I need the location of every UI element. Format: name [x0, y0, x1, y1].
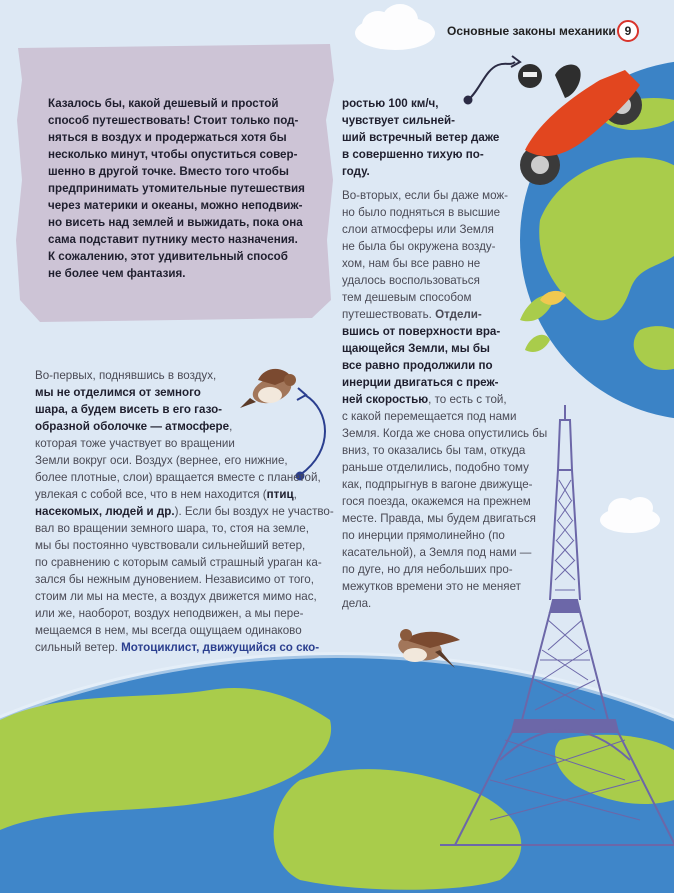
text-line: по инерции прямолинейно (по [342, 529, 505, 542]
text-line: касательной), а Земля под нами — [342, 546, 532, 559]
text-line: тем дешевым способом [342, 291, 472, 304]
bold-span: Отдели- [435, 308, 482, 321]
bold-span: птиц [266, 488, 294, 501]
text-line: дела. [342, 597, 372, 610]
text-line [342, 306, 482, 323]
text-line: способ путешествовать! Стоит только под- [48, 114, 299, 127]
text-line: раньше отделились, подобно тому [342, 461, 529, 474]
bold-span: насекомых, людей и др. [35, 505, 175, 518]
text-line [35, 503, 334, 520]
text-line: которая тоже участвует во вращении [35, 437, 235, 450]
text-span: ). Если бы воздух не участво- [174, 505, 334, 518]
text-line: мы бы постоянно чувствовали сильнейший ветер, [35, 539, 306, 552]
page-number-badge: 9 [617, 20, 639, 42]
text-line: К сожалению, этот удивительный способ [48, 250, 288, 263]
text-line: вшись от поверхности вра- [342, 325, 501, 338]
text-line: не была бы окружена возду- [342, 240, 496, 253]
text-line: вниз, то оказались бы там, откуда [342, 444, 526, 457]
text-span: увлекая с собой все, что в нем находится ( [35, 488, 267, 501]
text-line: ростью 100 км/ч, [342, 97, 439, 110]
text-line: Во-первых, поднявшись в воздух, [35, 369, 217, 382]
text-span: , [293, 488, 297, 501]
text-line: или же, наоборот, воздух неподвижен, а мы пере- [35, 607, 304, 620]
text-line: Земля. Когда же снова опустились бы [342, 427, 548, 440]
text-span: сильный ветер. [35, 641, 118, 654]
text-line: удалось воспользоваться [342, 274, 480, 287]
text-line: месте. Правда, мы будем двигаться [342, 512, 536, 525]
text-line: хом, нам бы все равно не [342, 257, 481, 270]
text-line [35, 418, 232, 435]
text-line: но висеть над землей и выжидать, пока она [48, 216, 303, 229]
wind-arrow [465, 56, 521, 104]
section-title: Основные законы механики [447, 24, 616, 38]
text-line: стоим ли мы на месте, а воздух движется мимо нас, [35, 590, 317, 603]
cloud-right [600, 497, 660, 533]
text-line: по сравнению с которым самый страшный ураган ка- [35, 556, 322, 569]
text-line: как, подпрыгнув в вагоне движуще- [342, 478, 533, 491]
text-line: более плотные, слои) вращается вместе с планетой, [35, 471, 321, 484]
text-line: Казалось бы, какой дешевый и простой [48, 97, 279, 110]
text-line: вал во вращении земного шара, то, стоя на земле, [35, 522, 309, 535]
text-line: ший встречный ветер даже [342, 131, 500, 144]
text-line: через материки и океаны, можно неподвиж- [48, 199, 303, 212]
text-line: инерции двигаться с преж- [342, 376, 499, 389]
bold-span: ней скоростью [342, 393, 429, 406]
text-line: чувствует сильней- [342, 114, 455, 127]
text-line: по дуге, но для небольших про- [342, 563, 513, 576]
text-line: Во-вторых, если бы даже мож- [342, 189, 509, 202]
text-line: несколько минут, чтобы опуститься совер- [48, 148, 298, 161]
text-line: шенно в другой точке. Вместо того чтобы [48, 165, 289, 178]
highlight-span: Мотоциклист, движущийся со ско- [121, 641, 320, 654]
text-line: все равно продолжили по [342, 359, 493, 372]
text-line: слои атмосферы или Земля [342, 223, 494, 236]
text-line: шара, а будем висеть в его газо- [35, 403, 223, 416]
sparrow-bird-top [240, 369, 296, 408]
cloud-top [355, 4, 435, 50]
text-line: сама подставит путнику место назначения. [48, 233, 298, 246]
text-line [35, 639, 319, 656]
text-line: но было подняться в высшие [342, 206, 501, 219]
bold-span: образной оболочке — атмосфере [35, 420, 230, 433]
text-line: с какой перемещается под нами [342, 410, 517, 423]
text-line: Земли вокруг оси. Воздух (вернее, его нижние, [35, 454, 288, 467]
text-line: году. [342, 165, 370, 178]
text-span: путешествовать. [342, 308, 432, 321]
text-line: щающейся Земли, мы бы [342, 342, 490, 355]
text-line [342, 391, 507, 408]
text-line: зался бы нежным дуновением. Независимо от того, [35, 573, 314, 586]
bird-curve-arrow [297, 388, 326, 480]
text-line: гося поезда, окажемся на прежнем [342, 495, 531, 508]
text-line [35, 486, 297, 503]
text-span: , [229, 420, 233, 433]
text-line: предпринимать утомительные путешествия [48, 182, 305, 195]
text-line: мы не отделимся от земного [35, 386, 201, 399]
text-line: в совершенно тихую по- [342, 148, 484, 161]
text-line: не более чем фантазия. [48, 267, 186, 280]
text-line: няться в воздух и продержаться хотя бы [48, 131, 287, 144]
text-span: , то есть с той, [428, 393, 507, 406]
text-line: межутков времени это не меняет [342, 580, 521, 593]
text-line: мещаемся в нем, мы всегда ощущаем одинаково [35, 624, 302, 637]
